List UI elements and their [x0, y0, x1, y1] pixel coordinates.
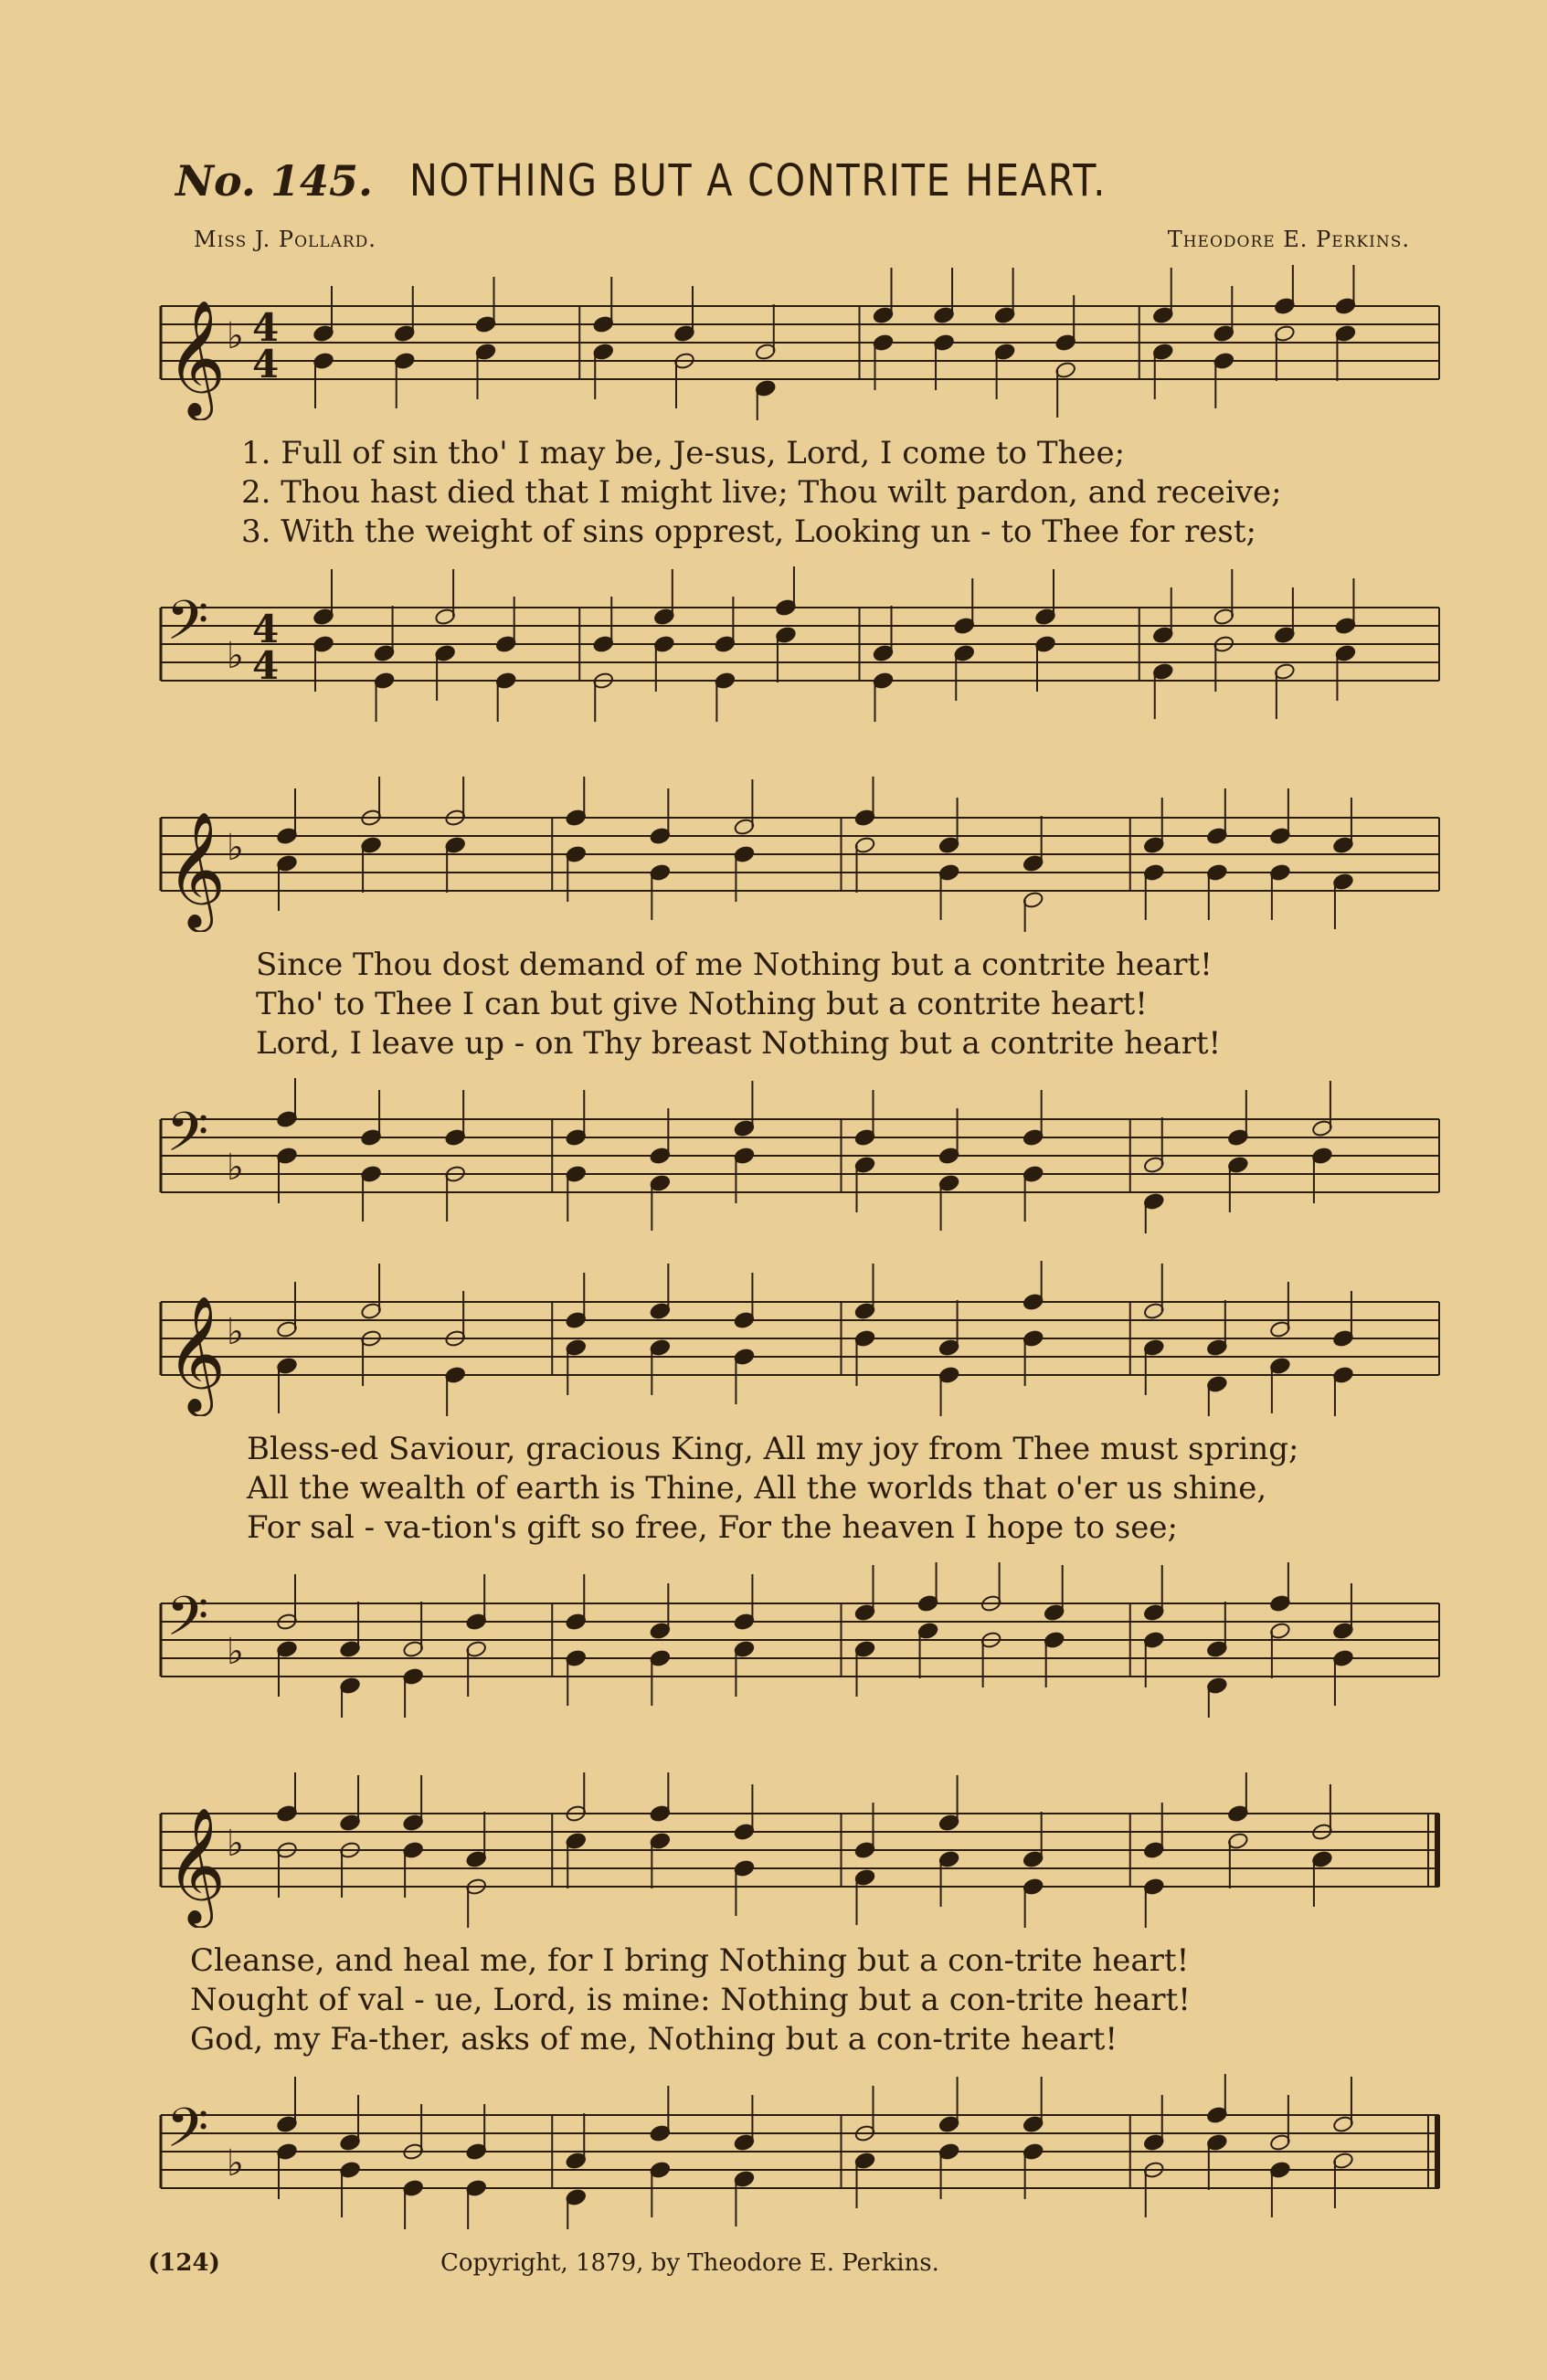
- bass-staff: [154, 1078, 1446, 1233]
- time-signature-top: 4: [252, 607, 280, 651]
- flat-key-signature-icon: ♭: [227, 1311, 244, 1353]
- treble-clef-icon: 𝄞: [166, 1806, 227, 1923]
- time-signature-top: 4: [252, 305, 280, 350]
- hymn-number: No. 145.: [175, 156, 373, 206]
- hymn-header: [175, 155, 1220, 206]
- time-signature-bottom: 4: [252, 342, 280, 386]
- treble-clef-icon: 𝄞: [166, 810, 227, 927]
- bass-staff: [154, 2074, 1446, 2229]
- copyright-notice: Copyright, 1879, by Theodore E. Perkins.: [440, 2249, 939, 2277]
- time-signature-bottom: 4: [252, 643, 280, 688]
- page-number: (124): [148, 2249, 220, 2277]
- treble-staff: [154, 265, 1446, 420]
- flat-key-signature-icon: ♭: [227, 1147, 244, 1189]
- bass-clef-icon: 𝄢: [166, 1584, 209, 1661]
- flat-key-signature-icon: ♭: [227, 2142, 244, 2184]
- flat-key-signature-icon: ♭: [227, 1631, 244, 1673]
- lyric-line-verse-1: Cleanse, and heal me, for I bring Nothing but a con-trite heart!: [190, 1942, 1190, 1979]
- flat-key-signature-icon: ♭: [227, 315, 244, 357]
- music-system-3: [154, 1261, 1446, 1699]
- bass-clef-icon: 𝄢: [166, 1100, 209, 1177]
- flat-key-signature-icon: ♭: [227, 827, 244, 869]
- bass-staff: [154, 1562, 1446, 1718]
- music-system-1: [154, 265, 1446, 703]
- lyric-line-verse-1: Since Thou dost demand of me Nothing but a contrite heart!: [256, 947, 1213, 983]
- refrain-lyrics: [154, 1941, 1483, 2059]
- bass-staff: [154, 566, 1446, 722]
- lyric-line-verse-2: All the wealth of earth is Thine, All the worlds that o'er us shine,: [247, 1470, 1267, 1507]
- lyric-line-verse-1: Bless-ed Saviour, gracious King, All my joy from Thee must spring;: [247, 1431, 1299, 1467]
- music-system-2: [154, 777, 1446, 1215]
- bass-clef-icon: 𝄢: [166, 588, 209, 665]
- lyric-line-verse-2: Nought of val - ue, Lord, is mine: Nothing but a con-trite heart!: [190, 1982, 1191, 2018]
- music-system-4: [154, 1772, 1446, 2211]
- treble-clef-icon: 𝄞: [166, 1295, 227, 1412]
- treble-clef-icon: 𝄞: [166, 299, 227, 416]
- lyric-line-verse-2: Tho' to Thee I can but give Nothing but a contrite heart!: [256, 986, 1148, 1022]
- refrain-lyrics: [154, 946, 1547, 1063]
- lyricist-credit: Miss J. Pollard.: [194, 227, 376, 252]
- lyric-line-verse-3: Lord, I leave up - on Thy breast Nothing but a contrite heart!: [256, 1025, 1222, 1062]
- treble-staff: [154, 777, 1446, 932]
- lyric-line-verse-1: 1. Full of sin tho' I may be, Je-sus, Lord, I come to Thee;: [241, 435, 1126, 471]
- lyric-line-verse-3: 3. With the weight of sins opprest, Looking un - to Thee for rest;: [241, 513, 1256, 550]
- bass-clef-icon: 𝄢: [166, 2096, 209, 2173]
- hymn-title: NOTHING BUT A CONTRITE HEART.: [408, 155, 1107, 206]
- verse-lyrics: [154, 434, 1534, 552]
- flat-key-signature-icon: ♭: [227, 635, 244, 677]
- treble-staff: [154, 1772, 1446, 1928]
- composer-credit: Theodore E. Perkins.: [1167, 227, 1410, 252]
- treble-staff: [154, 1261, 1446, 1416]
- lyric-line-verse-3: God, my Fa-ther, asks of me, Nothing but a con-trite heart!: [190, 2021, 1118, 2057]
- lyric-line-verse-3: For sal - va-tion's gift so free, For the heaven I hope to see;: [247, 1509, 1179, 1546]
- lyric-line-verse-2: 2. Thou hast died that I might live; Thou wilt pardon, and receive;: [241, 474, 1282, 511]
- flat-key-signature-icon: ♭: [227, 1823, 244, 1865]
- verse-lyrics: [154, 1430, 1540, 1548]
